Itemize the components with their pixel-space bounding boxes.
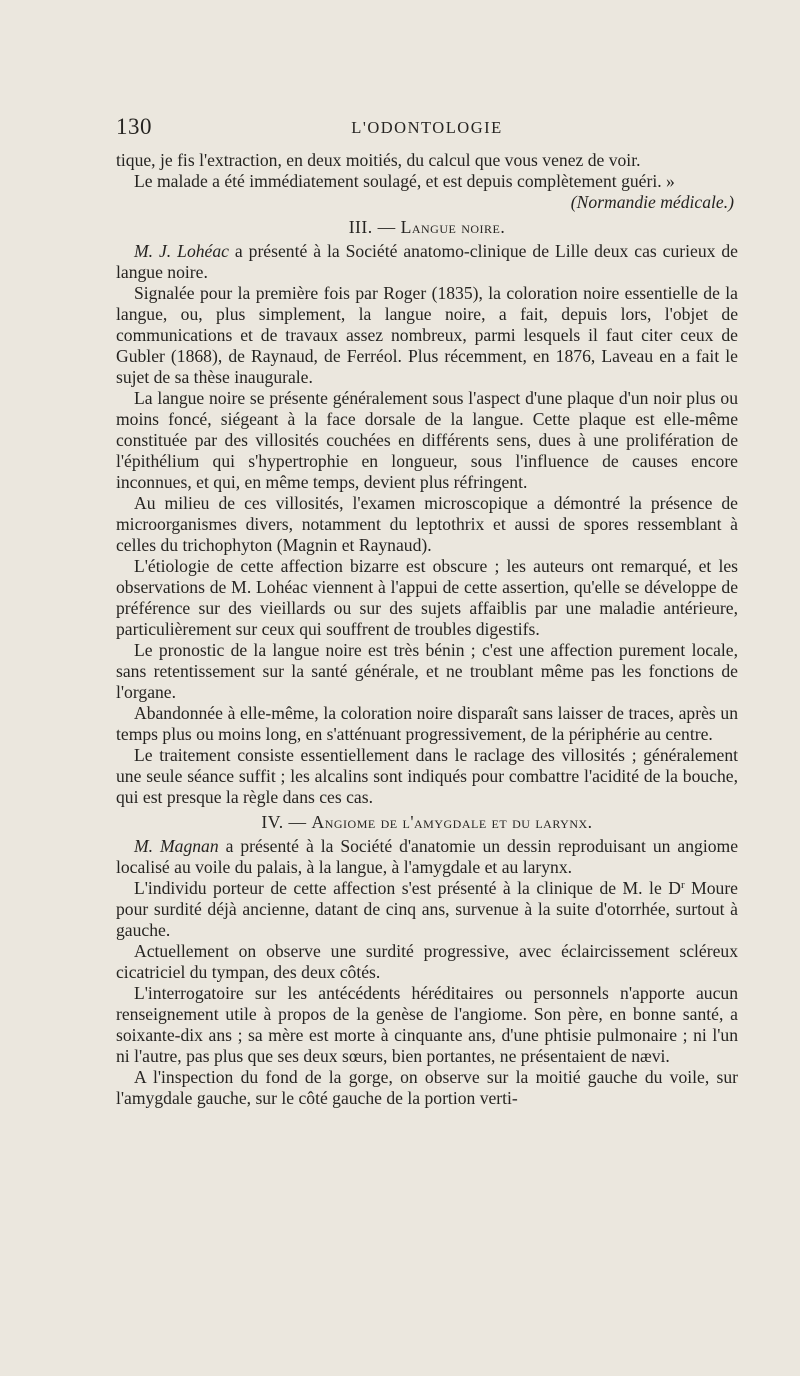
paragraph: Signalée pour la première fois par Roger (1835), la coloration noire essentielle de la langue, ou, plus simplement, la langue noire, a fait, depuis lors, l'objet de communications et de travaux assez nombreux, parmi lesquels il faut citer ceux de Gubler (1868), de Raynaud, de Ferréol. Plus récemment, en 1876, Laveau en a fait le sujet de sa thèse inaugurale. [116, 283, 738, 387]
paragraph: Le traitement consiste essentiellement dans le raclage des villosités ; généralement une seule séance suffit ; les alcalins sont indiqués pour combattre l'acidité de la bouche, qui est presque la règle dans ces cas. [116, 745, 738, 807]
section-number: IV. — [261, 812, 312, 832]
section-heading-4 [116, 812, 738, 833]
section-title: Angiome de l'amygdale et du larynx. [311, 812, 593, 832]
paragraph: L'étiologie de cette affection bizarre est obscure ; les auteurs ont remarqué, et les observations de M. Lohéac viennent à l'appui de cette assertion, qu'elle se développe de préférence sur des vieillards ou sur des sujets affaiblis par une maladie antérieure, particulièrement sur ceux qui souffrent de troubles digestifs. [116, 556, 738, 639]
paragraph: Abandonnée à elle-même, la coloration noire disparaît sans laisser de traces, après un temps plus ou moins long, en s'atténuant progressivement, de la périphérie au centre. [116, 703, 738, 744]
paragraph: La langue noire se présente généralement sous l'aspect d'une plaque d'un noir plus ou moins foncé, siégeant à la face dorsale de la langue. Cette plaque est elle-même constituée par des villosités couchées en différents sens, dues à une prolifération de l'épithélium qui s'hypertrophie en longueur, sous l'influence de causes encore inconnues, et qui, en même temps, devient plus réfringent. [116, 388, 738, 492]
paragraph: Au milieu de ces villosités, l'examen microscopique a démontré la présence de microorganismes divers, notamment du leptothrix et aussi de spores ressemblant à celles du trichophyton (Magnin et Raynaud). [116, 493, 738, 555]
paragraph: L'individu porteur de cette affection s'est présenté à la clinique de M. le $D^r$ Moure pour surdité déjà ancienne, datant de cinq ans, survenue à la suite d'otorrhée, surtout à gauche. [116, 878, 738, 940]
source-citation: (Normandie médicale.) [570, 192, 734, 212]
page-number: 130 [116, 114, 152, 139]
paragraph: Le malade a été immédiatement soulagé, et est depuis complètement guéri. » [134, 171, 675, 191]
paragraph: Actuellement on observe une surdité progressive, avec éclaircissement scléreux cicatriciel du tympan, des deux côtés. [116, 941, 738, 982]
running-head: L'ODONTOLOGIE [351, 118, 503, 137]
paragraph: M. Magnan a présenté à la Société d'anatomie un dessin reproduisant un angiome localisé au voile du palais, à la langue, à l'amygdale et au larynx. [116, 836, 738, 877]
paragraph: tique, je fis l'extraction, en deux moitiés, du calcul que vous venez de voir. [116, 150, 641, 170]
author-name: M. Magnan [134, 836, 219, 856]
page-header [116, 114, 738, 140]
paragraph: A l'inspection du fond de la gorge, on observe sur la moitié gauche du voile, sur l'amygdale gauche, sur le côté gauche de la portion verti- [116, 1067, 738, 1108]
section-title: Langue noire. [400, 217, 506, 237]
section-heading-3 [116, 217, 738, 238]
paragraph: Le pronostic de la langue noire est très bénin ; c'est une affection purement locale, sans retentissement sur la santé générale, et ne troublant même pas les fonctions de l'organe. [116, 640, 738, 702]
paragraph: M. J. Lohéac a présenté à la Société anatomo-clinique de Lille deux cas curieux de langue noire. [116, 241, 738, 282]
section-number: III. — [348, 217, 401, 237]
paragraph: L'interrogatoire sur les antécédents héréditaires ou personnels n'apporte aucun renseignement utile à propos de la genèse de l'angiome. Son père, en bonne santé, a soixante-dix ans ; sa mère est morte à cinquante ans, d'une phtisie pulmonaire ; ni l'un ni l'autre, pas plus que ses deux sœurs, bien portantes, ne présentaient de nævi. [116, 983, 738, 1066]
author-name: M. J. Lohéac [134, 241, 229, 261]
body-text [116, 150, 738, 1109]
